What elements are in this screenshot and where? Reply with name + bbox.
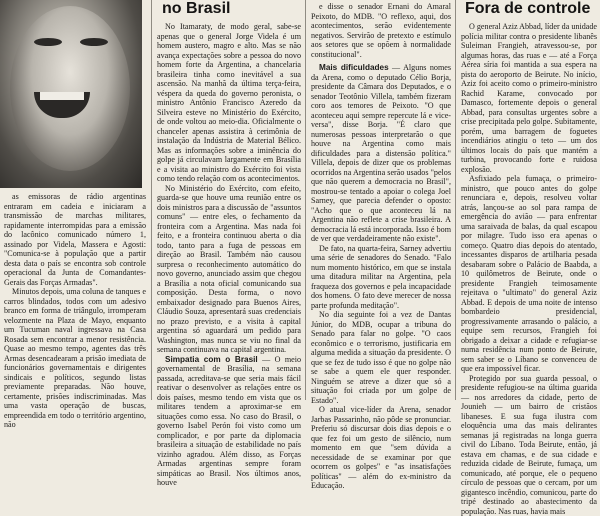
col1-paragraph: Minutos depois, uma coluna de tanques e carros blindados, todos com um adesivo branco em forma de triângulo, irromperam velozmente na Plaza de Mayo, enquanto um Tucuman naval ingressava na Casa Rosada sem encontrar a menor resistência. Quase ao mesmo tempo, agentes das três Armas desencadearam a prisão imediata de funcionários governamentais e dirigentes sindicais e políticos, segundo listas previamente preparadas. Não houve, certamente, prisões indiscriminadas. Mas uma vasta operação de buscas, empreendida em todo o território argentino, não [4, 287, 146, 430]
col3-section-paragraph [311, 63, 451, 244]
column-1 [4, 192, 146, 400]
col3-paragraph: O atual vice-líder da Arena, senador Jarbas Passarinho, não pôde se pronunciar. Preferiu só discursar dois dias depois e o que fez foi um gesto de silêncio, num momento em que "sem dúvida a necessidade de se examinar por que ocorrem os golpes" e "as insatisfações políticas" — além do ex-ministro da Educação. [311, 405, 451, 491]
headline-right: Fora de controle [465, 0, 590, 18]
col2-paragraph: No Itamaraty, de modo geral, sabe-se apenas que o general Jorge Videla é um homem austero, magro e alto. Mas se não avança expectações sobre a pessoa do novo homem forte da Argentina, a chancelaria brasileira tinha como inevitável a sua ascensão. Na manhã da última terça-feira, véspera da queda do governo peronista, o ministro Antônio Francisco Azeredo da Silveira esteve no Ministério do Exército, de onde voltou ao meio-dia. Oficialmente o chanceler apenas assistira à cerimônia de instalação da Indústria de Material Bélico. Mas as informações sobre a iminência do golpe já circulavam largamente em Brasília e a visita ao ministro do Exército foi vista como tendo relação com os acontecimentos. [157, 22, 301, 184]
col3-paragraph: No dia seguinte foi a vez de Dantas Júnior, do MDB, ocupar a tribuna do Senado para falar no golpe. "O caos econômico e o terrorismo, justificaria em alguma medida a situação da presidente. O que se fez de tudo isso é que no golpe não se sabe a quem ele quer responder. Ninguém se atreve a dizer que só a situação foi criada por um golpe de Estado". [311, 310, 451, 405]
col4-paragraph: Protegido por sua guarda pessoal, o presidente refugiou-se na última guarida — nos arredores da cidade, perto de Jounieh — um bairro de cristãos libaneses. E sua fuga ilustra com eloquência uma das mais delirantes semanas já registradas na longa guerra civil do Líbano. Toda Beirute, então, já estava em chamas, e de sua cidade e reduzida cidade de Beirute, fumaça, um comunicado, até porque, ele o pequeno círculo de pessoas que o cercam, por um gigantesco incêndio, comunicou, parte do tripé destinado ao abastecimento da população. Nas ruas, havia mais [461, 374, 597, 516]
column-rule [305, 0, 306, 400]
portrait-photo [0, 0, 142, 188]
col3-section-title: Mais dificuldades [319, 63, 389, 72]
column-rule [151, 0, 152, 400]
col2-section-text: — O meio governamental de Brasília, na semana passada, acreditava-se que seria mais fácil reativar o desenvolver as relações entre os dois países, mesmo tendo em vista que os militares tendem a aproximar-se em situações como essa. No caso do Brasil, o governo Isabel Perón foi visto como um complicador, e por parte da diplomacia brasileira a situação de estabilidade no país vizinho agradou. Além disso, as Forças Armadas argentinas sempre foram simpáticas ao Brasil. Nos últimos anos, houve [157, 355, 301, 488]
column-3 [311, 2, 451, 400]
col2-section-title: Simpatia com o Brasil [165, 355, 258, 364]
column-2 [157, 22, 301, 400]
column-rule [455, 0, 456, 400]
col3-paragraph: De fato, na quarta-feira, Sarney advertiu uma série de senadores do Senado. "Falo num momento histórico, em que se instala uma ditadura militar na Argentina, pela fraqueza dos governos e pela incapacidade dos homens. O fato deve merecer de nossa parte profunda meditação". [311, 244, 451, 311]
teeth-shape [40, 92, 84, 100]
col4-paragraph: O general Aziz Abbad, líder da unidade polícia militar contra o presidente libanês Suleiman Frangieh, atravessou-se, por algumas horas, das ruas e — até a Força Aérea síria foi mantida a sua espera na pista do aeroporto de Beirute. No início, Aziz foi aceito como o primeiro-ministro Rachid Karame, convocado por Damasco, fortemente depois o general Abbad, para consultas urgentes sobre a crise precipitada pelo golpe. Subitamente, porém, uma barragem de foguetes incendiários atingiu o teto — um dos últimos locais do país que mantém a turbina, provocando forte e ruidosa explosão. [461, 22, 597, 174]
right-eye-shape [80, 38, 108, 46]
face-shape [10, 6, 130, 171]
col3-top-paragraph: e disse o senador Ernani do Amaral Peixoto, do MDB. "O reflexo, aqui, dos acontecimentos, serão evidentemente negativos. Servirão de pretexto e estímulo aos setores que se opõem à normalidade constitucional". [311, 2, 451, 59]
column-4 [461, 22, 597, 400]
col3-section-text: — Alguns nomes da Arena, como o deputado Célio Borja, presidente da Câmara dos Deputados, e o senador Teotônio Villela, também fizeram coro aos temores de Peixoto. "O que aconteceu aqui sempre repercute lá e vice-versa", disse Borja. "É claro que numerosas pessoas interpretarão o que houve na Argentina como mais dificuldades para a distensão política." Villela, depois de dizer que os problemas ocorridos na Argentina serão usados "pelos que não querem a democracia no Brasil", mostrou-se tentado a apoiar o colega Joel Sarney, que parecia defender o oposto: "Acho que o que aconteceu lá na Argentina não reflete a crise brasileira. A democracia lá está incorporada. Isso é bom de ver que verdadeiramente não existe". [311, 63, 451, 243]
col4-paragraph: Asfixiado pela fumaça, o primeiro-ministro, que pouco antes do golpe renunciara e, depois, resolveu voltar atrás, lançou-se ao sol para rampa de emergência do avião — para enfrentar uma saraivada de balas, da qual escapou por milagre. Tudo isso era apenas o começo. Quatro dias depois do atentado, incessantes disparos de artilharia pesada desabaram sobre o Palácio de Baabda, a 10 quilômetros de Beirute, onde o presidente Frangieh teimosamente rejeitava o "ultimato" do general Aziz Abbad. E depois de uma noite de intenso bombardeio presidencial, progressivamente arrasando o palácio, a equipe sem recursos, Frangieh foi obrigado a deixar a cidade e refugiar-se numa residência num ponto de Beirute, sem saber se o Líbano se convenceu de que era impossível ficar. [461, 174, 597, 374]
headline-left: no Brasil [162, 0, 230, 18]
col2-section-paragraph [157, 355, 301, 488]
left-eye-shape [34, 38, 62, 46]
col1-paragraph: as emissoras de rádio argentinas entraram em cadeia e iniciaram a transmissão de marchas militares, rapidamente interrompidas para a emissão do lacônico comunicado número 1, assinado por Videla, Massera e Agosti: "Comunica-se à população que a partir desta data o país se encontra sob controle operacional da Junta de Comandantes-Gerais das Forças Armadas". [4, 192, 146, 287]
col2-paragraph: No Ministério do Exército, com efeito, guarda-se que houve uma reunião entre os dois ministros para a discussão de "assuntos comuns" — entre eles, o fechamento da fronteira com a Argentina. Mas nada foi feito, e a fronteira continuou aberta o dia todo, tanto para a fuga de pessoas em direção ao Brasil. Também não causou surpresa o reconhecimento automático do novo governo, anunciado assim que chegou a Brasília a nota oficial comunicando sua composição. Desta forma, o novo embaixador designado para Buenos Aires, Cláudio Souza, apresentará suas credenciais no prazo previsto, e a visita à capital argentina só aguardará um pedido para Washington, mas nunca se viu no final da semana continuava na capital argentina. [157, 184, 301, 355]
